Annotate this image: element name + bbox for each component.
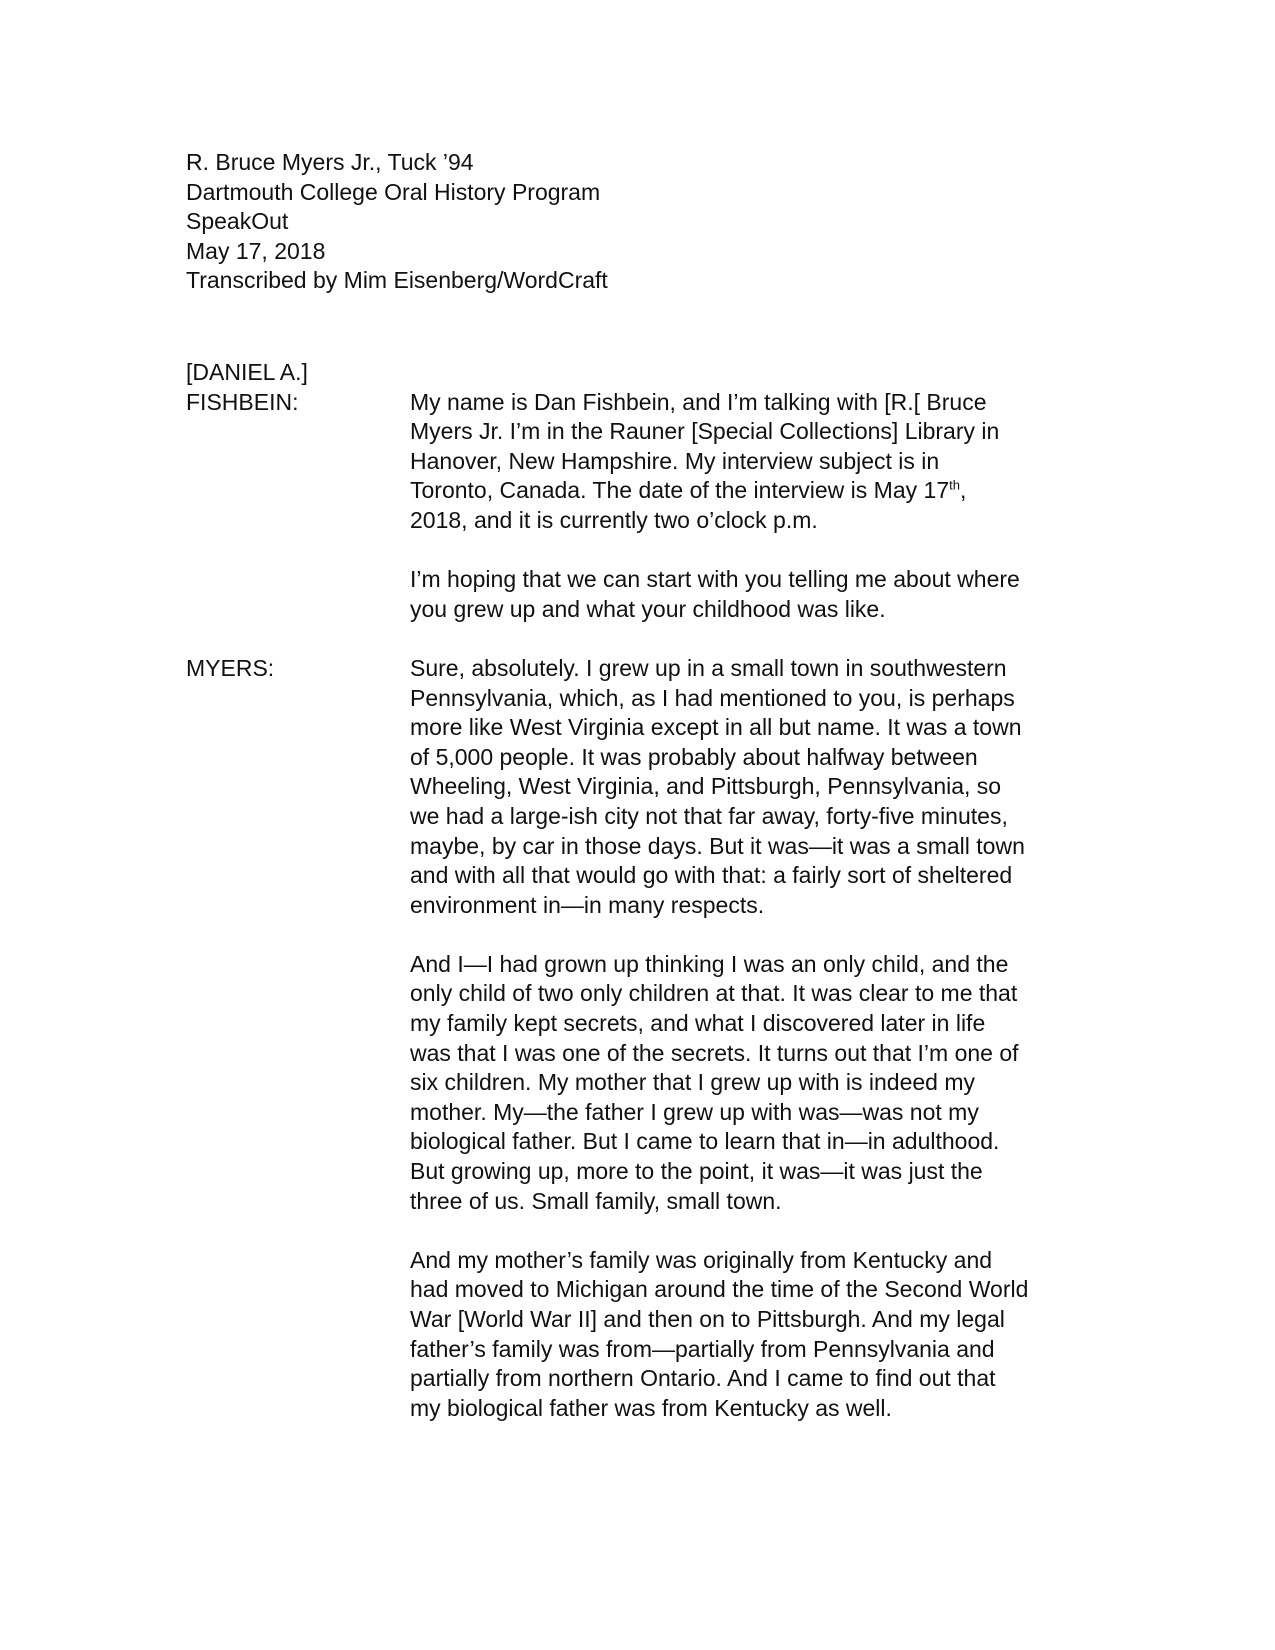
document-header xyxy=(186,148,1086,296)
paragraph xyxy=(410,950,1070,1216)
text-line: Pennsylvania, which, as I had mentioned to you, is perhaps xyxy=(410,684,1015,711)
series-line: SpeakOut xyxy=(186,208,289,235)
speaker-name-line: FISHBEIN: xyxy=(186,388,299,415)
text-line: partially from northern Ontario. And I came to find out that xyxy=(410,1365,996,1392)
interviewee-line: R. Bruce Myers Jr., Tuck ’94 xyxy=(186,149,474,175)
text-line: And I—I had grown up thinking I was an only child, and the xyxy=(410,950,1009,977)
text-line: Wheeling, West Virginia, and Pittsburgh, Pennsylvania, so xyxy=(410,773,1002,800)
text-line-part: Toronto, Canada. The date of the interview is May 17 xyxy=(410,477,950,504)
text-line: mother. My—the father I grew up with was—was not my xyxy=(410,1098,979,1125)
text-line: My name is Dan Fishbein, and I’m talking with [R.[ Bruce xyxy=(410,388,987,415)
transcriber-line: Transcribed by Mim Eisenberg/WordCraft xyxy=(186,267,608,294)
text-line: six children. My mother that I grew up with is indeed my xyxy=(410,1069,976,1096)
speech-text xyxy=(410,654,1070,1423)
text-line: more like West Virginia except in all but name. It was a town xyxy=(410,714,1022,741)
ordinal-suffix: th xyxy=(949,477,960,493)
paragraph xyxy=(410,565,1070,624)
text-line: Sure, absolutely. I grew up in a small town in southwestern xyxy=(410,654,1007,681)
paragraph xyxy=(410,388,1070,536)
text-line: But growing up, more to the point, it was—it was just the xyxy=(410,1158,983,1185)
text-line: War [World War II] and then on to Pittsburgh. And my legal xyxy=(410,1306,1005,1332)
text-line: father’s family was from—partially from Pennsylvania and xyxy=(410,1335,995,1362)
speaker-name-line: [DANIEL A.] xyxy=(186,359,308,385)
text-line: we had a large-ish city not that far away, forty-five minutes, xyxy=(410,802,1008,829)
text-line: my biological father was from Kentucky as well. xyxy=(410,1394,892,1421)
paragraph xyxy=(410,1246,1070,1424)
program-line: Dartmouth College Oral History Program xyxy=(186,178,601,205)
text-line: 2018, and it is currently two o’clock p.m. xyxy=(410,506,818,533)
text-line: only child of two only children at that. It was clear to me that xyxy=(410,980,1018,1007)
text-line: environment in—in many respects. xyxy=(410,891,765,918)
speaker-label xyxy=(186,358,386,417)
text-line: maybe, by car in those days. But it was—it was a small town xyxy=(410,832,1025,859)
speaker-turn-myers xyxy=(186,654,1086,1423)
text-line xyxy=(410,476,1070,506)
text-line: And my mother’s family was originally from Kentucky and xyxy=(410,1246,993,1273)
text-line: I’m hoping that we can start with you telling me about where xyxy=(410,566,1020,593)
paragraph xyxy=(410,654,1070,920)
text-line: three of us. Small family, small town. xyxy=(410,1187,782,1214)
text-line: of 5,000 people. It was probably about halfway between xyxy=(410,743,978,770)
text-line: biological father. But I came to learn that in—in adulthood. xyxy=(410,1128,1000,1155)
speaker-name-line: MYERS: xyxy=(186,654,275,681)
speaker-label xyxy=(186,654,386,684)
text-line: had moved to Michigan around the time of the Second World xyxy=(410,1276,1029,1303)
speech-text xyxy=(410,358,1070,624)
text-line: Myers Jr. I’m in the Rauner [Special Collections] Library in xyxy=(410,418,1000,445)
text-line: you grew up and what your childhood was like. xyxy=(410,595,886,622)
text-line: was that I was one of the secrets. It turns out that I’m one of xyxy=(410,1039,1019,1066)
text-line-part: , xyxy=(959,477,967,504)
text-line: and with all that would go with that: a fairly sort of sheltered xyxy=(410,862,1013,889)
speaker-turn-fishbein xyxy=(186,358,1086,624)
text-line: Hanover, New Hampshire. My interview subject is in xyxy=(410,447,940,474)
date-line: May 17, 2018 xyxy=(186,237,326,264)
text-line: my family kept secrets, and what I discovered later in life xyxy=(410,1010,986,1037)
transcript-body xyxy=(186,358,1086,1453)
